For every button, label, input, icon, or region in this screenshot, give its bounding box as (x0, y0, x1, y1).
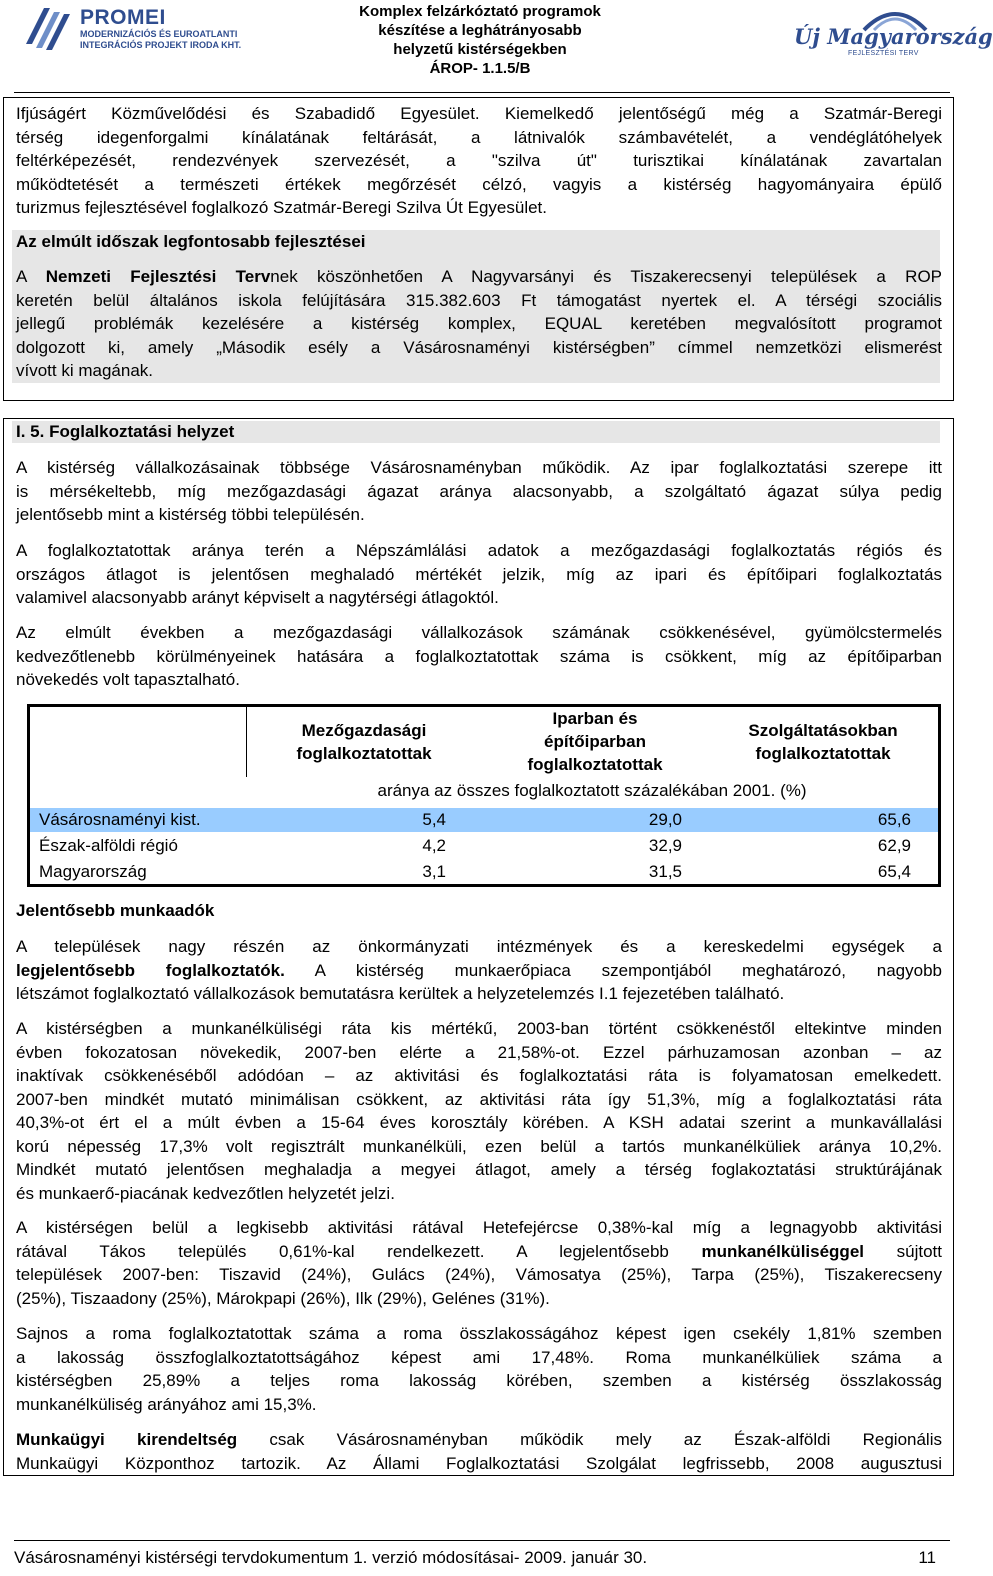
page-header (0, 0, 993, 92)
paragraph (16, 1322, 942, 1416)
text-line: dolgozott ki, amely „Második esély a Vásárosnaményi kistérségben” címmel nemzetközi elismerést (16, 337, 942, 357)
text-line: keretén belül általános iskola felújítására 315.382.603 Ft támogatást nyertek el. A térségi szociális (16, 290, 942, 310)
header-line: foglalkoztatottak (755, 744, 891, 763)
header-title-line: készítése a leghátrányosabb (378, 22, 582, 39)
row-label: Vásárosnaményi kist. (39, 810, 201, 829)
logo-left-sub-line: INTEGRÁCIÓS PROJEKT IRODA KHT. (80, 40, 242, 50)
text-line: turizmus fejlesztésével foglalkozó Szatmár-Beregi Szilva Út Egyesület. (16, 198, 547, 217)
paragraph (16, 1216, 942, 1310)
nft-bold: Nemzeti Fejlesztési Terv (45, 267, 271, 286)
cell-value: 29,0 (648, 810, 682, 829)
employers-heading (16, 899, 942, 923)
bold-run: Munkaügyi kirendeltség (16, 1430, 238, 1449)
promei-logo (22, 4, 252, 54)
row-label: Magyarország (39, 862, 147, 881)
logo-left-subtitle (80, 29, 241, 51)
text-line (16, 1240, 942, 1264)
text-line: feltérképezését, rendezvények szervezését, a "szilva út" turisztikai kínálatának zavartalan (16, 151, 942, 170)
page-number: 11 (918, 1548, 936, 1567)
header-divider (14, 92, 950, 93)
text-line: Mindkét mutató jelentősen meghaladja a megyei átlagot, amely a térség foglakoztatási struktúrájának (16, 1160, 942, 1179)
logo-right-text: Új Magyarország (794, 24, 993, 49)
cell-value: 4,2 (422, 836, 446, 855)
text-run: csak Vásárosnaményban működik mely az Észak-alföldi Regionális (237, 1430, 942, 1449)
text-line: évben fokozatosan növekedik, 2007-ben elérte a 21,58%-ot. Ezzel párhuzamosan azonban – az (16, 1042, 942, 1062)
bold-run: legjelentősebb foglalkoztatók. (16, 960, 285, 980)
row-label: Észak-alföldi régió (39, 836, 178, 855)
heading-text: Jelentősebb munkaadók (16, 901, 215, 920)
logo-left-sub-line: MODERNIZÁCIÓS ÉS EUROATLANTI (80, 29, 238, 39)
cell-value: 31,5 (648, 862, 682, 881)
footer-text: Vásárosnaményi kistérségi tervdokumentum 1. verzió módosításai- 2009. január 30. (14, 1548, 648, 1567)
text-line: A foglalkoztatottak aránya terén a Népszámlálási adatok a mezőgazdasági foglalkoztatás régiós és (16, 541, 942, 560)
text-line: térség idegenforgalmi kínálatának feltárását, a látnivalók számbavételét, a vendéglátóhelyek (16, 127, 942, 147)
header-line: foglalkoztatottak (527, 755, 663, 774)
text-run: nek köszönhetően A Nagyvarsányi és Tiszakerecsenyi települések a ROP (270, 267, 942, 286)
text-line: Ifjúságért Közművelődési és Szabadidő Egyesület. Kiemelkedő jelentőségű még a Szatmár-Beregi (16, 104, 942, 123)
paragraph (16, 1017, 942, 1205)
paragraph (16, 935, 942, 1006)
text-line: növekedés volt tapasztalható. (16, 670, 240, 689)
text-line: munkanélküliség arányához ami 15,3%. (16, 1394, 317, 1414)
cell-value: 65,4 (877, 862, 911, 881)
text-run: rátával Tákos település 0,61%-kal rendelkezett. A legjelentősebb (16, 1241, 702, 1261)
text-line: inaktívak csökkenéséből adódóan – az aktivitási és foglalkoztatási ráta is folyamatosan emelkedett. (16, 1066, 942, 1085)
col-header-services (708, 719, 938, 765)
text-line: kedvezőtlenebb körülményeinek hatására a foglalkoztatottak száma is csökkent, míg az építőiparban (16, 646, 942, 666)
table-subheader: aránya az összes foglalkoztatott százalékában 2001. (%) (377, 781, 807, 800)
text-run: A (16, 267, 46, 286)
text-line: országos átlagot is jelentősen meghaladó mértékét jelzik, míg az ipari és építőipari foglalkoztatás (16, 564, 942, 584)
header-title-line: Komplex felzárkóztató programok (359, 3, 601, 20)
text-line: jelentősebb mint a kistérség többi településén. (16, 505, 365, 524)
cell-value: 3,1 (422, 862, 446, 881)
intro-paragraph (16, 102, 942, 220)
text-line: létszámot foglalkoztató vállalkozások bemutatásra kerültek a helyzetelemzés I.1 fejezetében található. (16, 984, 785, 1003)
header-line: Szolgáltatásokban (748, 721, 898, 740)
text-line: működtetését a természeti értékek megőrzését célzó, vagyis a kistérség hagyományaira épülő (16, 174, 942, 194)
text-line: és munkaerő-piacának kedvezőtlen helyzetét jelzi. (16, 1183, 395, 1203)
cell-value: 62,9 (877, 836, 911, 855)
text-line (16, 1428, 942, 1452)
text-line: A kistérség vállalkozásainak többsége Vásárosnaményban működik. Az ipar foglalkoztatási szerepe itt (16, 458, 942, 477)
cell-value: 32,9 (648, 836, 682, 855)
developments-heading (16, 230, 942, 254)
col-header-industry (482, 707, 708, 776)
subheading-text: Az elmúlt időszak legfontosabb fejlesztései (16, 232, 366, 251)
text-line: Az elmúlt években a mezőgazdasági vállalkozások számának csökkenésével, gyümölcstermelés (16, 623, 942, 642)
text-line: Munkaügyi Központhoz tartozik. Az Állami Foglalkoztatási Szolgálat legfrissebb, 2008 augusztusi (16, 1453, 942, 1473)
developments-paragraph (16, 265, 942, 383)
text-line: települések 2007-ben: Tiszavid (24%), Gulács (24%), Vámosatya (25%), Tarpa (25%), Tiszakerecseny (16, 1265, 942, 1284)
bold-run: munkanélküliséggel (701, 1241, 864, 1261)
header-title-line: ÁROP- 1.1.5/B (429, 60, 531, 77)
footer-divider (14, 1540, 950, 1541)
header-title-line: helyzetű kistérségekben (393, 41, 567, 58)
header-line: foglalkoztatottak (296, 744, 432, 763)
header-line: építőiparban (543, 732, 646, 751)
text-line: korú népesség 17,3% volt regisztrált munkanélküli, ezen belül a tartós munkanélküliek aránya 10,2%. (16, 1136, 942, 1156)
logo-right-tag: FEJLESZTÉSI TERV (848, 50, 919, 57)
header-line: Iparban és (552, 709, 638, 728)
text-line: kistérségben 25,89% a teljes roma lakosság körében, szemben a kistérség összlakosság (16, 1371, 942, 1390)
heading-text: I. 5. Foglalkoztatási helyzet (16, 422, 235, 441)
paragraph (16, 1428, 942, 1475)
paragraph (16, 456, 942, 527)
text-line: is mérsékeltebb, míg mezőgazdasági ágazat aránya alacsonyabb, a szolgáltató ágazat súlya pedig (16, 481, 942, 501)
uj-magyarorszag-logo (790, 4, 993, 64)
text-line: Sajnos a roma foglalkoztatottak száma a roma összlakosságához képest igen csekély 1,81% szemben (16, 1324, 942, 1343)
text-line: jellegű problémák kezelésére a kistérség komplex, EQUAL keretében megvalósított programot (16, 314, 942, 333)
text-line (16, 265, 942, 289)
text-line: 2007-ben mindkét mutató minimálisan csökkent, az aktivitási ráta így 51,3%, míg a foglalkoztatási ráta (16, 1089, 942, 1109)
promei-logo-icon (22, 4, 74, 52)
text-line: (25%), Tiszaadony (25%), Márokpapi (26%), Ilk (29%), Gelénes (31%). (16, 1288, 550, 1308)
header-line: Mezőgazdasági (301, 721, 427, 740)
paragraph (16, 621, 942, 692)
text-line: A kistérségben a munkanélküliségi ráta kis mértékű, 2003-ban történt csökkenéstől eltekintve minden (16, 1019, 942, 1038)
text-line (16, 959, 942, 983)
text-line: vívott ki magának. (16, 361, 154, 380)
text-line: 40,3%-ot ért el a múlt évben a 15-64 éves korosztály körében. A KSH adatai szerint a munkavállalási (16, 1113, 942, 1132)
cell-value: 5,4 (422, 810, 446, 829)
paragraph (16, 539, 942, 610)
text-line: A kistérségen belül a legkisebb aktivitási rátával Hetefejércse 0,38%-kal míg a legnagyobb aktivitási (16, 1218, 942, 1237)
section-heading (16, 420, 942, 444)
logo-left-name: PROMEI (80, 6, 166, 29)
header-title (300, 2, 660, 78)
text-run: sújtott (864, 1241, 942, 1261)
text-run: A kistérség munkaerőpiaca szempontjából meghatározó, nagyobb (284, 960, 942, 980)
cell-value: 65,6 (877, 810, 911, 829)
employment-table (27, 704, 941, 887)
text-line: valamivel alacsonyabb arányt képviselt a nagytérségi átlagoktól. (16, 588, 499, 607)
text-line: A települések nagy részén az önkormányzati intézmények és a kereskedelmi egységek a (16, 937, 942, 956)
col-header-agriculture (246, 719, 482, 765)
text-line: a lakosság összfoglalkoztatottságához képest ami 17,48%. Roma munkanélküliek száma a (16, 1347, 942, 1367)
